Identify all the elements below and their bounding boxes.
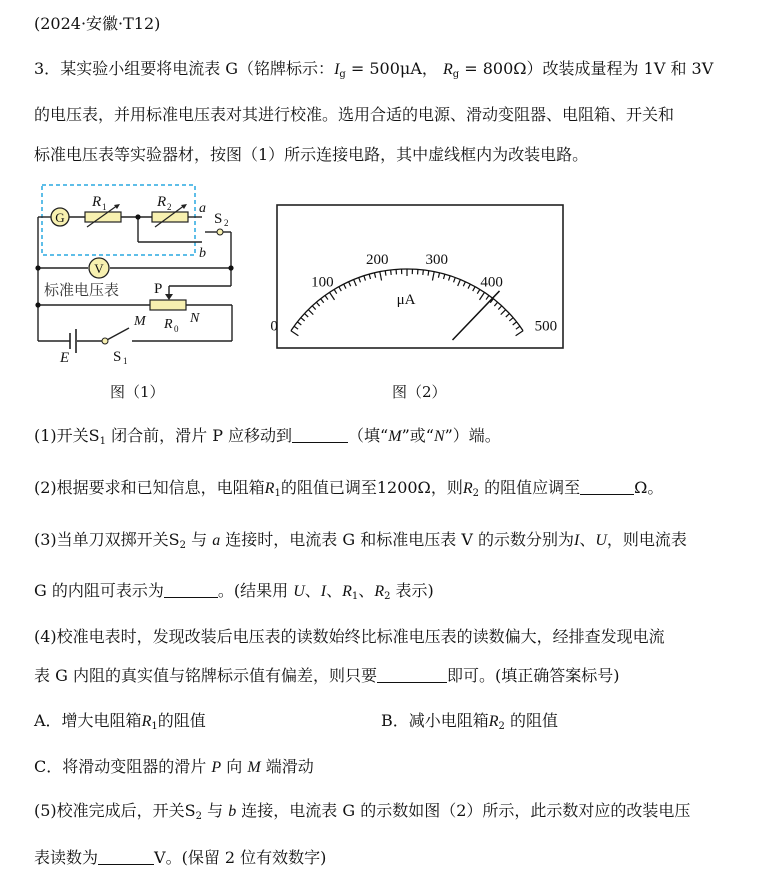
answer-blank-4[interactable] xyxy=(377,666,447,683)
rg-value: = 800Ω xyxy=(459,59,527,78)
question-source: (2024·安徽·T12) xyxy=(34,14,161,33)
intro-text: ）改装成量程为 1V 和 3V xyxy=(526,59,714,78)
answer-blank-1[interactable] xyxy=(292,426,348,443)
s2-label: S xyxy=(214,211,223,227)
resistance-box-r2 xyxy=(152,212,188,222)
scale-tick xyxy=(391,270,392,275)
part-5-line-1 xyxy=(34,800,690,828)
rg-subscript: g xyxy=(452,69,460,80)
part-3-text: 。(结果用 xyxy=(217,581,294,600)
part-1-text: ”）端。 xyxy=(444,426,501,445)
option-a[interactable] xyxy=(34,710,206,738)
s1-subscript: 1 xyxy=(99,436,107,447)
option-b[interactable] xyxy=(381,710,558,738)
option-c-text: 向 xyxy=(221,757,248,776)
scale-label: 300 xyxy=(425,251,448,268)
s1-label: S xyxy=(113,349,122,365)
option-c-text: C．将滑动变阻器的滑片 xyxy=(34,757,212,776)
option-c-text: 端滑动 xyxy=(260,757,314,776)
r2-symbol: R xyxy=(374,583,385,600)
part-4-text: 表 G 内阻的真实值与铭牌标示值有偏差，则只要 xyxy=(34,666,377,685)
question-intro-line-1 xyxy=(34,58,713,86)
dial-unit-label: μA xyxy=(396,292,416,308)
part-5-text: V。(保留 2 位有效数字) xyxy=(154,848,327,867)
part-5-text: 表读数为 xyxy=(34,848,99,867)
question-intro-line-3: 标准电压表等实验器材，按图（1）所示连接电路，其中虚线框内为改装电路。 xyxy=(34,145,589,164)
part-3-text: 表示) xyxy=(390,581,434,600)
figure-2-caption: 图（2） xyxy=(392,383,447,401)
figure-1-caption: 图（1） xyxy=(110,383,165,401)
battery-e-label: E xyxy=(60,350,70,366)
scale-label: 100 xyxy=(311,274,334,291)
r1-subscript: 1 xyxy=(351,591,359,602)
part-3-text: 、 xyxy=(304,581,321,600)
part-1-text: 闭合前，滑片 P 应移动到 xyxy=(106,426,293,445)
ammeter-dial xyxy=(270,204,564,350)
answer-blank-3[interactable] xyxy=(164,581,218,598)
voltmeter-label: V xyxy=(94,261,104,276)
answer-blank-5[interactable] xyxy=(98,848,154,865)
r1-subscript: 1 xyxy=(274,488,281,499)
r1-subscript: 1 xyxy=(151,721,158,732)
part-4-line-1: (4)校准电表时，发现改装后电压表的读数始终比标准电压表的读数偏大，经排查发现电流 xyxy=(34,627,665,646)
part-3-text: ，则电流表 xyxy=(606,530,687,549)
slider-p-label: P xyxy=(154,281,163,297)
r1-subscript: 1 xyxy=(102,202,107,212)
part-3-text: G 的内阻可表示为 xyxy=(34,581,164,600)
switch-s2-pivot xyxy=(217,229,223,235)
resistance-box-r1 xyxy=(85,212,121,222)
part-3-text: 、 xyxy=(326,581,343,600)
part-4-line-2 xyxy=(34,665,619,687)
r1-symbol: R xyxy=(264,480,275,497)
part-2 xyxy=(34,477,663,505)
m-symbol: M xyxy=(247,759,261,776)
circuit-diagram xyxy=(30,180,250,370)
rheostat-r0 xyxy=(150,300,186,310)
ig-subscript: g xyxy=(339,69,346,80)
p-symbol: P xyxy=(211,759,222,776)
switch-s1-pivot xyxy=(102,338,108,344)
scale-label: 400 xyxy=(480,274,503,291)
scale-label: 200 xyxy=(366,251,389,268)
i-symbol: I xyxy=(320,583,327,600)
part-2-text: 的阻值应调至 xyxy=(478,478,581,497)
scale-tick xyxy=(423,270,424,275)
part-3-text: 、 xyxy=(579,530,596,549)
r1-symbol: R xyxy=(342,583,352,600)
scale-label: 500 xyxy=(534,318,558,335)
part-2-text: 的阻值已调至1200Ω，则 xyxy=(280,478,463,497)
part-1-text: (1)开关S xyxy=(34,426,100,445)
part-1 xyxy=(34,425,501,453)
u-symbol: U xyxy=(595,532,607,549)
r2-subscript: 2 xyxy=(384,591,391,602)
part-3-text: 连接时，电流表 G 和标准电压表 V 的示数分别为 xyxy=(220,530,574,549)
r2-symbol: R xyxy=(488,713,499,730)
part-5-text: (5)校准完成后，开关S xyxy=(34,801,196,820)
r1-symbol: R xyxy=(141,713,152,730)
scale-tick xyxy=(428,271,429,276)
part-2-text: (2)根据要求和已知信息，电阻箱 xyxy=(34,478,265,497)
s1-subscript: 1 xyxy=(123,356,128,366)
junction-dot xyxy=(35,265,40,270)
junction-dot xyxy=(35,302,40,307)
r2-symbol: R xyxy=(462,480,473,497)
r1-label: R xyxy=(92,194,102,210)
galvanometer-label: G xyxy=(55,210,65,225)
terminal-m-label: M xyxy=(134,314,146,329)
part-5-text: 连接，电流表 G 的示数如图（2）所示，此示数对应的改装电压 xyxy=(236,801,691,820)
a-symbol: a xyxy=(212,532,221,549)
rg-symbol: R xyxy=(442,61,453,78)
n-symbol: N xyxy=(433,428,445,445)
ig-symbol: I xyxy=(334,61,340,78)
terminal-n-label: N xyxy=(190,311,200,326)
part-2-text: Ω。 xyxy=(634,478,664,497)
u-symbol: U xyxy=(293,583,305,600)
question-intro-line-2: 的电压表，并用标准电压表对其进行校准。选用合适的电源、滑动变阻器、电阻箱、开关和 xyxy=(34,105,675,124)
b-symbol: b xyxy=(228,803,237,820)
scale-tick xyxy=(385,271,386,276)
option-c[interactable] xyxy=(34,756,314,779)
part-3-text: (3)当单刀双掷开关S xyxy=(34,530,180,549)
ig-value: = 500μA， xyxy=(345,59,438,78)
r2-subscript: 2 xyxy=(167,202,172,212)
i-symbol: I xyxy=(573,532,580,549)
terminal-a-label: a xyxy=(199,201,206,216)
part-3-text: 与 xyxy=(186,530,213,549)
standard-voltmeter-label: 标准电压表 xyxy=(44,283,120,299)
question-number: 3． xyxy=(34,59,61,78)
r2-subscript: 2 xyxy=(498,721,505,732)
part-1-text: ”或“ xyxy=(401,426,434,445)
junction-dot xyxy=(135,214,140,219)
option-a-text: 的阻值 xyxy=(157,711,206,730)
part-5-text: 与 xyxy=(202,801,229,820)
option-a-text: A．增大电阻箱 xyxy=(34,711,142,730)
scale-label: 0 xyxy=(270,318,278,335)
r2-subscript: 2 xyxy=(472,488,479,499)
option-b-text: 的阻值 xyxy=(504,711,559,730)
option-b-text: B．减小电阻箱 xyxy=(381,711,489,730)
part-3-line-1 xyxy=(34,529,687,557)
terminal-b-label: b xyxy=(199,246,206,261)
intro-text: 某实验小组要将电流表 G（铭牌标示： xyxy=(60,59,335,78)
m-symbol: M xyxy=(388,428,402,445)
part-1-text: （填“ xyxy=(348,426,389,445)
answer-blank-2[interactable] xyxy=(580,478,634,495)
s2-subscript: 2 xyxy=(179,540,187,551)
part-3-text: 、 xyxy=(358,581,375,600)
r2-label: R xyxy=(157,194,167,210)
junction-dot xyxy=(228,265,233,270)
r0-subscript: 0 xyxy=(174,324,179,334)
r0-label: R xyxy=(164,317,173,332)
part-5-line-2 xyxy=(34,847,326,869)
s2-subscript: 2 xyxy=(224,218,229,228)
s2-subscript: 2 xyxy=(195,811,203,822)
part-4-text: 即可。(填正确答案标号) xyxy=(446,666,620,685)
part-3-line-2 xyxy=(34,580,434,608)
